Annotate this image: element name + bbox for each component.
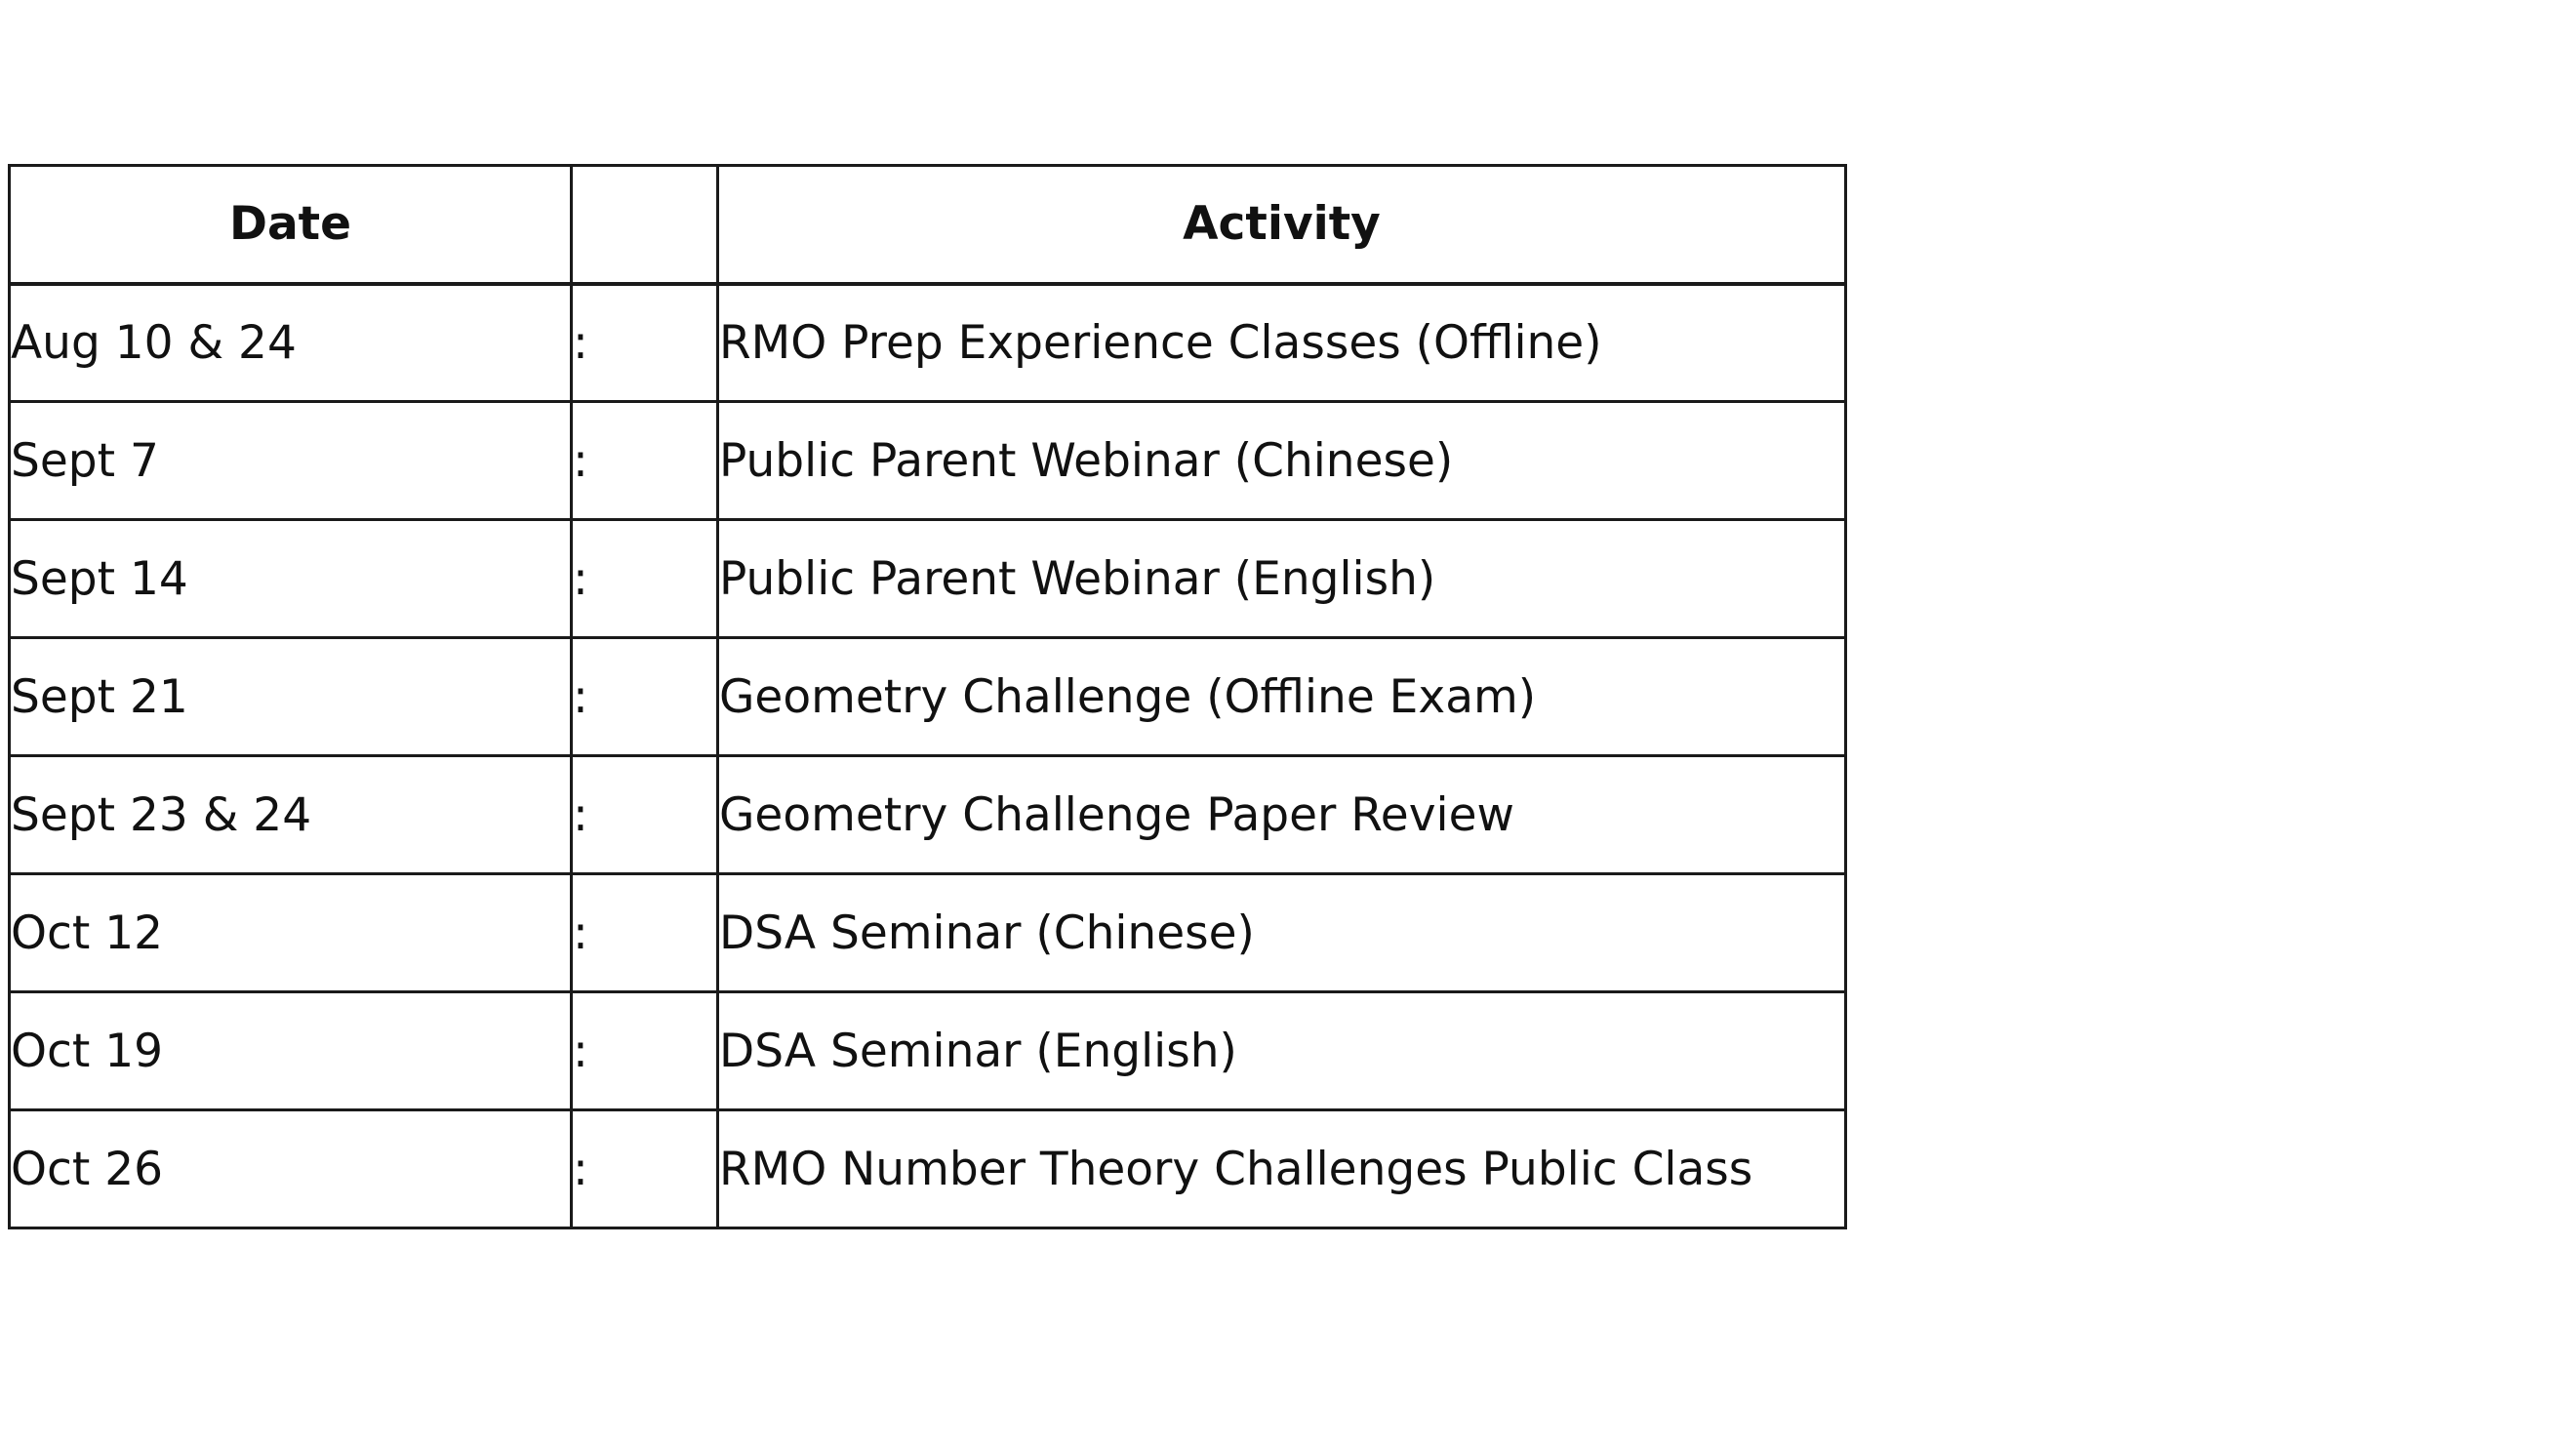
- row-date: Oct 19: [10, 992, 572, 1110]
- row-date: Sept 21: [10, 638, 572, 756]
- row-date: Sept 7: [10, 402, 572, 520]
- table-row: [10, 1110, 1846, 1228]
- table-header-row: [10, 166, 1846, 284]
- row-separator: :: [572, 520, 718, 638]
- row-separator: :: [572, 874, 718, 992]
- header-date: Date: [10, 166, 572, 284]
- header-separator: [572, 166, 718, 284]
- table-row: [10, 756, 1846, 874]
- table-row: [10, 638, 1846, 756]
- row-activity: DSA Seminar (Chinese): [718, 874, 1846, 992]
- table-row: [10, 992, 1846, 1110]
- row-activity: Geometry Challenge Paper Review: [718, 756, 1846, 874]
- table-row: [10, 284, 1846, 402]
- row-activity: RMO Number Theory Challenges Public Class: [718, 1110, 1846, 1228]
- table-row: [10, 874, 1846, 992]
- row-date: Oct 26: [10, 1110, 572, 1228]
- row-separator: :: [572, 402, 718, 520]
- row-activity: Public Parent Webinar (English): [718, 520, 1846, 638]
- table-row: [10, 520, 1846, 638]
- row-activity: Public Parent Webinar (Chinese): [718, 402, 1846, 520]
- row-activity: Geometry Challenge (Offline Exam): [718, 638, 1846, 756]
- schedule-table: [8, 164, 1847, 1229]
- row-separator: :: [572, 284, 718, 402]
- row-activity: DSA Seminar (English): [718, 992, 1846, 1110]
- row-date: Sept 23 & 24: [10, 756, 572, 874]
- row-date: Oct 12: [10, 874, 572, 992]
- table-row: [10, 402, 1846, 520]
- header-activity: Activity: [718, 166, 1846, 284]
- row-activity: RMO Prep Experience Classes (Offline): [718, 284, 1846, 402]
- row-separator: :: [572, 992, 718, 1110]
- row-separator: :: [572, 756, 718, 874]
- row-date: Sept 14: [10, 520, 572, 638]
- row-separator: :: [572, 1110, 718, 1228]
- row-date: Aug 10 & 24: [10, 284, 572, 402]
- row-separator: :: [572, 638, 718, 756]
